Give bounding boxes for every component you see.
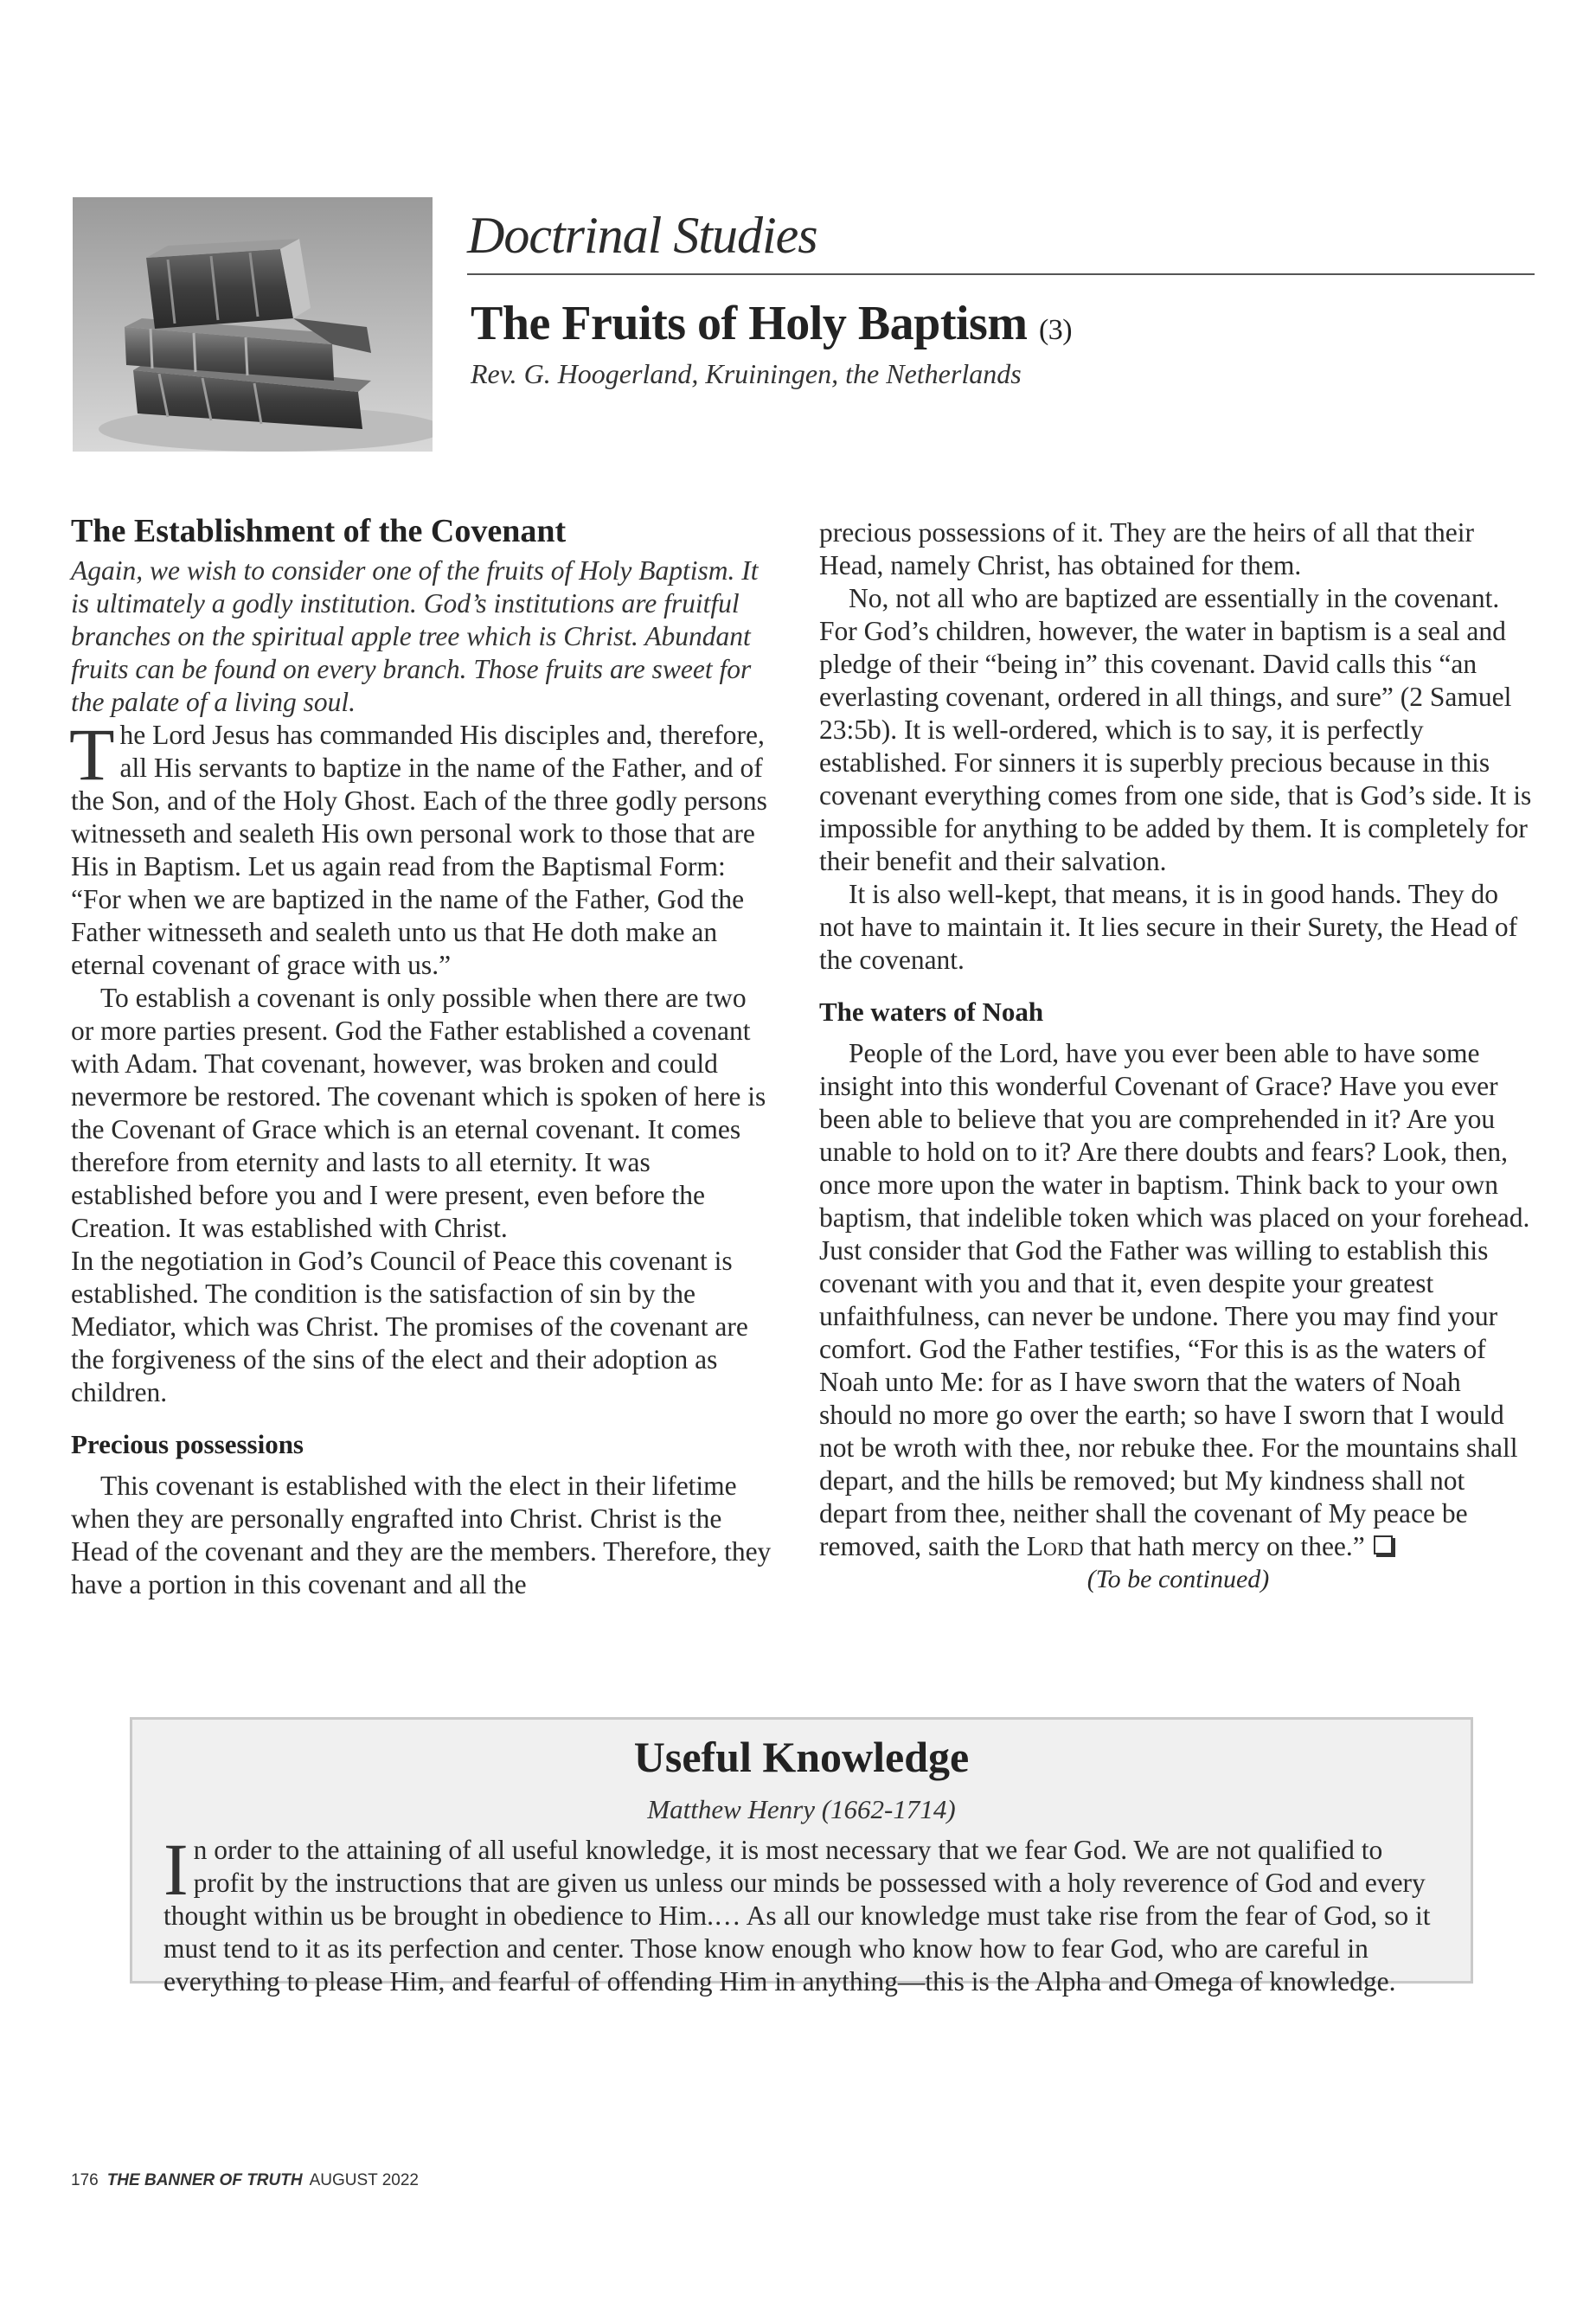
paragraph-8-end: that hath mercy on thee.” bbox=[1090, 1531, 1365, 1561]
drop-cap: T bbox=[69, 713, 115, 796]
useful-knowledge-box bbox=[130, 1717, 1473, 1997]
box-body-text: n order to the attaining of all useful knowledge, it is most necessary that we fear God. We are not qualified to profit by the instructions that are given us unless our minds be possessed with a holy reverence of God and every thought within us be brought in obedience to Him.… As all our knowledge must take rise from the fear of God, so it must tend to it as its perfection and center. Those know enough who know how to fear God, who are careful in everything to please Him, and fearful of offending Him in anything—this is the Alpha and Omega of knowledge. bbox=[163, 1835, 1431, 1997]
page-number: 176 bbox=[71, 2171, 99, 2189]
paragraph-5: precious possessions of it. They are the heirs of all that their Head, namely Christ, has obtained for them. bbox=[819, 517, 1474, 580]
byline: Rev. G. Hoogerland, Kruiningen, the Netherlands bbox=[471, 358, 1022, 389]
section-title: Doctrinal Studies bbox=[467, 207, 817, 264]
paragraph-8 bbox=[819, 1037, 1537, 1563]
heading-precious-possessions: Precious possessions bbox=[71, 1429, 304, 1459]
box-author: Matthew Henry (1662-1714) bbox=[647, 1794, 956, 1824]
to-be-continued: (To be continued) bbox=[1086, 1565, 1270, 1593]
paragraph-8-text: People of the Lord, have you ever been able to have some insight into this wonderful Covenant of Grace? Have you ever been able to believe that you are comprehended in it? Are you unable to hold on to it? Are there doubts and fears? Look, then, once more upon the water in baptism. Think back to your own baptism, that indelible token which was placed on your forehead. Just consider that God the Father was willing to establish this covenant with you and that it, even despite your greatest unfaithfulness, can never be undone. There you may find your comfort. God the Father testifies, “For this is as the waters of Noah unto Me: for as I have sworn that the waters of Noah should no more go over the earth; so have I sworn that I would not be wroth with thee, nor rebuke thee. For the mountains shall depart, and the hills be removed; but My kindness shall not depart from thee, neither shall the covenant of My peace be removed, saith the bbox=[819, 1038, 1530, 1561]
paragraph-7: It is also well-kept, that means, it is in good hands. They do not have to maintain it. It lies secure in their Surety, the Head of the covenant. bbox=[819, 879, 1518, 975]
end-mark-icon bbox=[1374, 1535, 1393, 1554]
box-title: Useful Knowledge bbox=[633, 1733, 970, 1781]
paragraph-3: In the negotiation in God’s Council of Peace this covenant is established. The condition is the satisfaction of sin by the Mediator, which was Christ. The promises of the covenant are the forgiveness of the sins of the elect and their adoption as children. bbox=[71, 1246, 748, 1407]
lead-paragraph: Again, we wish to consider one of the fruits of Holy Baptism. It is ultimately a godly institution. God’s institutions are fruitful branches on the spiritual apple tree which is Christ. Abundant fruits can be found on every branch. Those fruits are sweet for the palate of a living soul. bbox=[71, 555, 759, 717]
article-title-text: The Fruits of Holy Baptism bbox=[471, 297, 1028, 350]
right-column bbox=[819, 516, 1537, 1596]
left-column bbox=[71, 515, 772, 1601]
paragraph-4: This covenant is established with the elect in their lifetime when they are personally engrafted into Christ. Christ is the Head of the covenant and they are the members. Therefore, they have a portion in this covenant and all the bbox=[71, 1471, 772, 1599]
issue-date: AUGUST 2022 bbox=[309, 2171, 419, 2189]
part-number: (3) bbox=[1038, 314, 1073, 346]
heading-establishment: The Establishment of the Covenant bbox=[71, 513, 567, 549]
box-body bbox=[163, 1828, 1444, 1998]
article-title bbox=[471, 296, 1072, 351]
page-footer bbox=[71, 2171, 419, 2190]
publication-name: THE BANNER OF TRUTH bbox=[106, 2171, 303, 2189]
lord-small-caps: Lord bbox=[1026, 1531, 1084, 1561]
box-drop-cap: I bbox=[163, 1828, 189, 1911]
paragraph-1-text: he Lord Jesus has commanded His disciples and, therefore, all His servants to baptize in the name of the Father, and of the Son, and of the Holy Ghost. Each of the three godly persons witnesseth and sealeth His own personal work to those that are His in Baptism. Let us again read from the Baptismal Form: “For when we are baptized in the name of the Father, God the Father witnesseth and sealeth unto us that He doth make an eternal covenant of grace with us.” bbox=[71, 720, 767, 980]
paragraph-1 bbox=[69, 713, 772, 982]
paragraph-2: To establish a covenant is only possible when there are two or more parties present. God the Father established a covenant with Adam. That covenant, however, was broken and could nevermore be restored. The covenant which is spoken of here is the Covenant of Grace which is an eternal covenant. It comes therefore from eternity and lasts to all eternity. It was established before you and I were present, even before the Creation. It was established with Christ. bbox=[71, 983, 766, 1243]
heading-waters-of-noah: The waters of Noah bbox=[819, 997, 1044, 1027]
section-rule bbox=[467, 273, 1535, 275]
paragraph-6: No, not all who are baptized are essentially in the covenant. For God’s children, however, the water in baptism is a seal and pledge of their “being in” this covenant. David calls this “an everlasting covenant, ordered in all things, and sure” (2 Samuel 23:5b). It is well-ordered, which is to say, it is perfectly established. For sinners it is superbly precious because in this covenant everything comes from one side, that is God’s side. It is impossible for anything to be added by them. It is completely for their benefit and their salvation. bbox=[819, 583, 1532, 876]
books-photo bbox=[73, 197, 433, 452]
